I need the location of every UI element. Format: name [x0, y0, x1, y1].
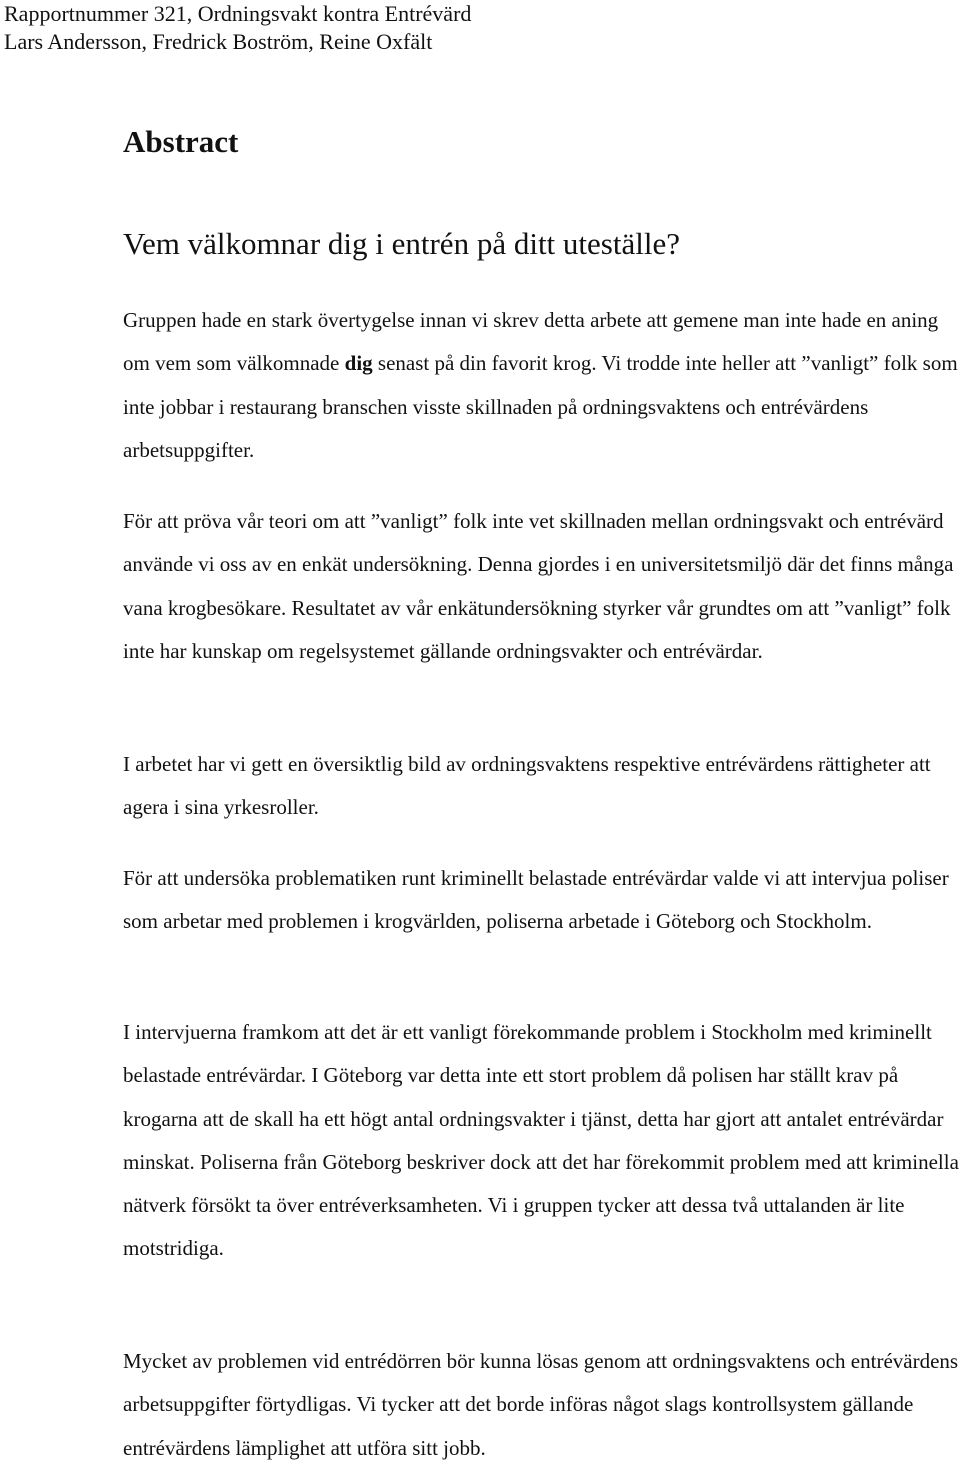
report-title-line: Rapportnummer 321, Ordningsvakt kontra Entrévärd: [4, 1, 472, 26]
paragraph-6: Mycket av problemen vid entrédörren bör kunna lösas genom att ordningsvaktens och entrévärdens arbetsuppgifter förtydligas. Vi tycker att det borde införas något slags kontrollsystem gällande entrévärdens lämplighet att utföra sitt jobb.: [123, 1349, 959, 1460]
paragraph-3: I arbetet har vi gett en översiktlig bild av ordningsvaktens respektive entrévärdens rättigheter att agera i sina yrkesroller.: [123, 752, 931, 820]
abstract-heading: Abstract: [123, 124, 239, 159]
paragraph-5: I intervjuerna framkom att det är ett vanligt förekommande problem i Stockholm med kriminellt belastade entrévärdar. I Göteborg var detta inte ett stort problem då polisen har ställt krav på krogarna att de skall ha ett högt antal ordningsvakter i tjänst, detta har gjort att antalet entrévärdar minskat. Poliserna från Göteborg beskriver dock att det har förekommit problem med att kriminella nätverk försökt ta över entréverksamheten. Vi i gruppen tycker att dessa två uttalanden är lite motstridiga.: [123, 1020, 959, 1261]
paragraph-2: För att pröva vår teori om att ”vanligt” folk inte vet skillnaden mellan ordningsvakt och entrévärd använde vi oss av en enkät undersökning. Denna gjordes i en universitetsmiljö där det finns många vana krogbesökare. Resultatet av vår enkätundersökning styrker vår grundtes om att ”vanligt” folk inte har kunskap om regelsystemet gällande ordningsvakter och entrévärdar.: [123, 509, 954, 663]
abstract-question: Vem välkomnar dig i entrén på ditt uteställe?: [123, 226, 680, 261]
paragraph-4: För att undersöka problematiken runt kriminellt belastade entrévärdar valde vi att intervjua poliser som arbetar med problemen i krogvärlden, poliserna arbetade i Göteborg och Stockholm.: [123, 866, 949, 934]
paragraph-1-text-b: senast på din favorit krog. Vi trodde inte heller att ”vanligt” folk som inte jobbar i restaurang branschen visste skillnaden på ordningsvaktens och entrévärdens arbetsuppgifter.: [123, 351, 958, 462]
running-header: [4, 0, 471, 56]
paragraph-1: [123, 299, 959, 472]
paragraph-1-text-a: Gruppen hade en stark övertygelse innan vi skrev detta arbete att gemene man inte hade en aning om vem som välkomnade: [123, 308, 939, 376]
authors-line: Lars Andersson, Fredrick Boström, Reine Oxfält: [4, 29, 433, 54]
paragraph-1-bold: dig: [344, 351, 373, 376]
